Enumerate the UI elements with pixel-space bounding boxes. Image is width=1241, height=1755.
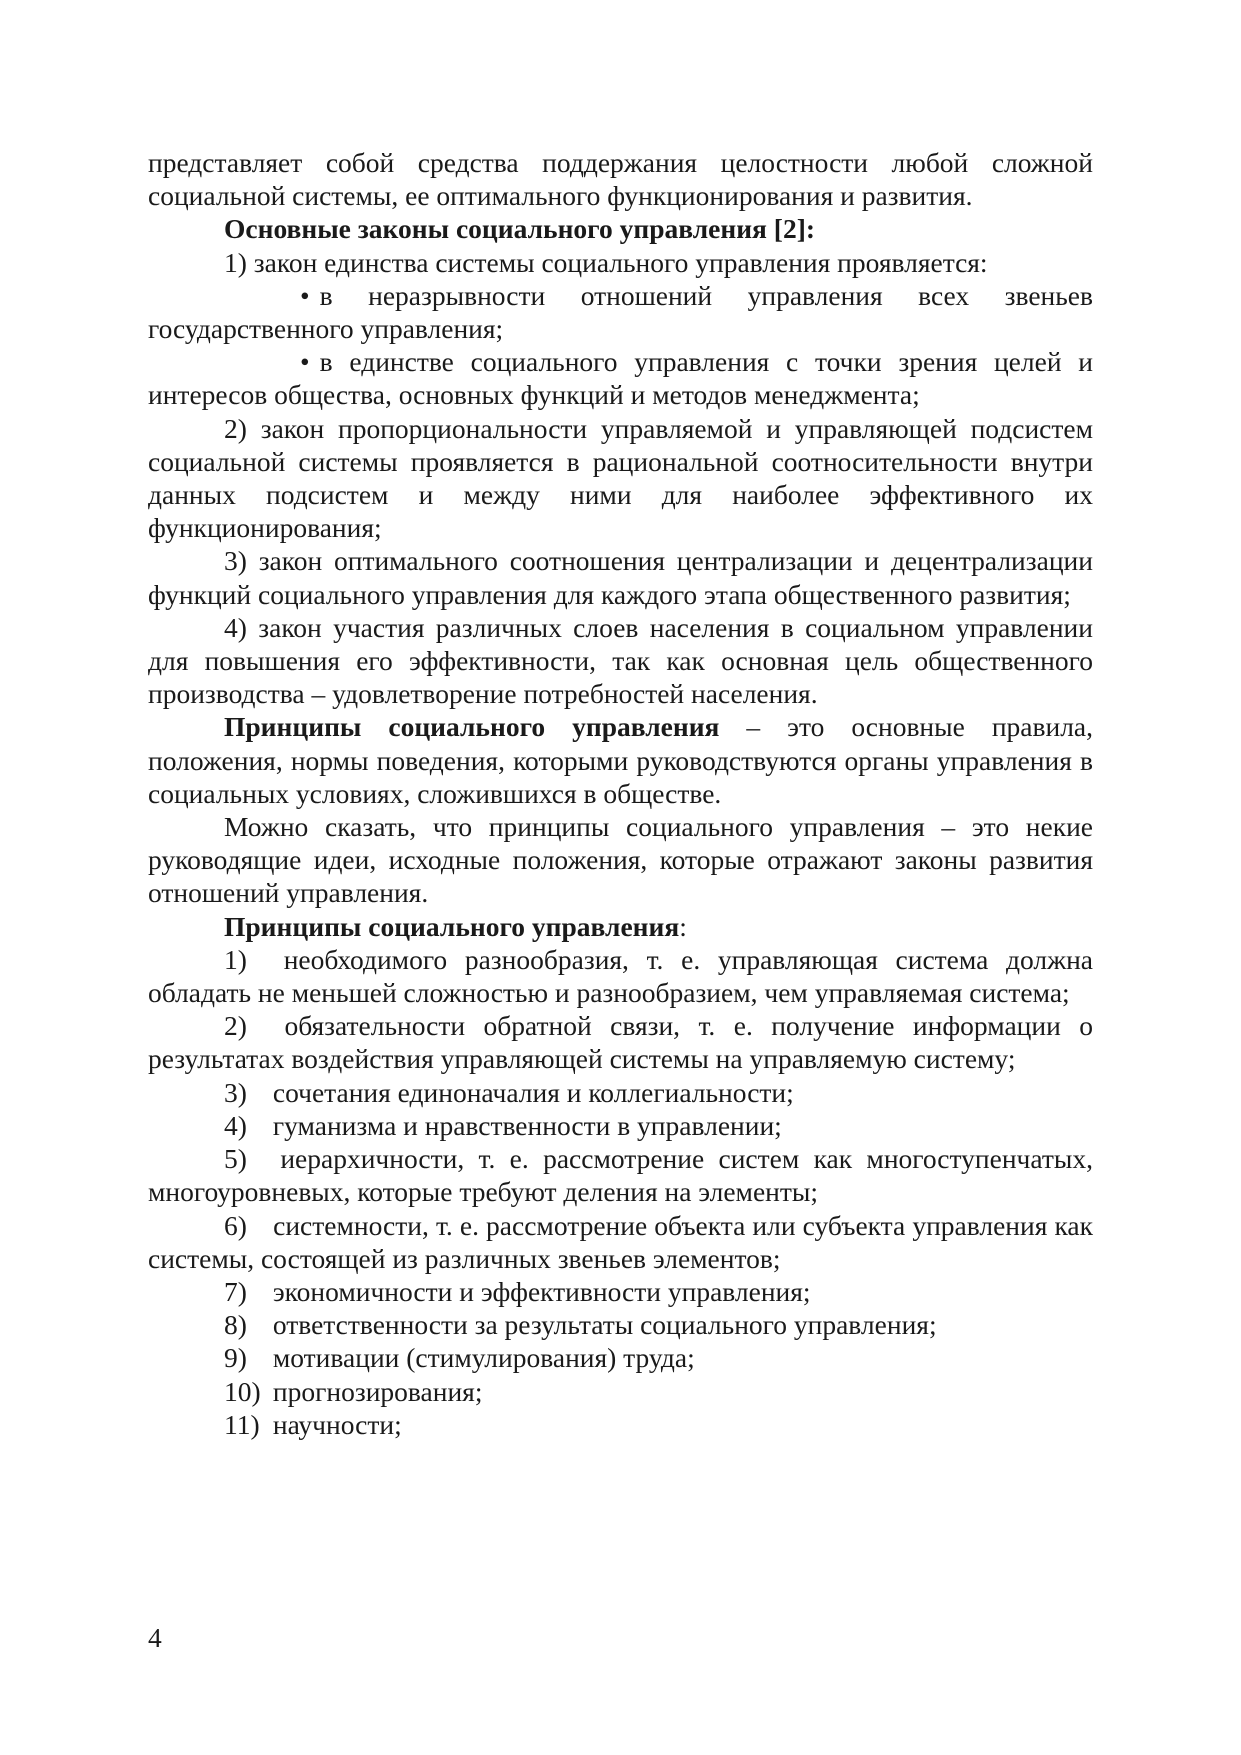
- list-item-text: иерархичности, т. е. рассмотрение систем как многоступенчатых, многоуровневых, которые требуют деления на элементы;: [148, 1143, 1094, 1208]
- list-item-text: гуманизма и нравственности в управлении;: [272, 1109, 782, 1141]
- bullet-item-1: [148, 279, 1093, 345]
- list-item-text: экономичности и эффективности управления;: [272, 1275, 811, 1307]
- law-3-paragraph: 3) закон оптимального соотношения централизации и децентрализации функций социального управления для каждого этапа общественного развития;: [148, 545, 1093, 610]
- list-item-number: 8): [224, 1309, 247, 1341]
- list-item: [148, 1009, 1093, 1075]
- law-1-intro: 1) закон единства системы социального управления проявляется:: [224, 246, 988, 278]
- list-item: [148, 1408, 1093, 1441]
- list-item: [148, 1142, 1093, 1208]
- list-item: [148, 1375, 1093, 1408]
- list-item: [148, 1341, 1093, 1374]
- principles-term: Принципы социального управления: [224, 711, 720, 743]
- list-item: [148, 1076, 1093, 1109]
- principles-definition: [148, 710, 1093, 810]
- document-page: [148, 146, 1093, 1441]
- list-item-number: 2): [224, 1010, 247, 1042]
- list-item: [148, 1308, 1093, 1341]
- list-item: [148, 1275, 1093, 1308]
- laws-heading-text: Основные законы социального управления [2]:: [224, 213, 816, 245]
- continuation-paragraph: представляет собой средства поддержания целостности любой сложной социальной системы, ее оптимального функционирования и развития.: [148, 147, 1093, 212]
- principles-list-heading: [148, 910, 1093, 943]
- bullet-text-2: в единстве социального управления с точки зрения целей и интересов общества, основных функций и методов менеджмента;: [148, 346, 1093, 411]
- list-item-number: 3): [224, 1076, 247, 1108]
- list-item-number: 11): [224, 1408, 260, 1440]
- list-item: [148, 1109, 1093, 1142]
- law-4-paragraph: 4) закон участия различных слоев населения в социальном управлении для повышения его эффективности, так как основная цель общественного производства – удовлетворение потребностей населения.: [148, 611, 1093, 710]
- bullet-icon: •: [300, 346, 310, 378]
- list-item-text: системности, т. е. рассмотрение объекта или субъекта управления как системы, состоящей из различных звеньев элементов;: [148, 1209, 1093, 1274]
- list-item-text: необходимого разнообразия, т. е. управляющая система должна обладать не меньшей сложностью и разнообразием, чем управляемая система;: [148, 943, 1094, 1009]
- list-item-text: прогнозирования;: [272, 1375, 483, 1407]
- principles-idea-paragraph: Можно сказать, что принципы социального управления – это некие руководящие идеи, исходные положения, которые отражают законы развития отношений управления.: [148, 811, 1093, 909]
- principles-list-heading-colon: :: [679, 910, 687, 942]
- bullet-text-1: в неразрывности отношений управления всех звеньев государственного управления;: [148, 279, 1093, 345]
- list-item-number: 10): [224, 1375, 261, 1407]
- list-item-number: 4): [224, 1109, 247, 1141]
- list-item-text: ответственности за результаты социального управления;: [272, 1309, 937, 1341]
- list-item-text: сочетания единоначалия и коллегиальности;: [272, 1076, 794, 1108]
- law-2-paragraph: 2) закон пропорциональности управляемой и управляющей подсистем социальной системы проявляется в рациональной соотносительности внутри данных подсистем и между ними для наиболее эффективного их функционирования;: [148, 412, 1093, 544]
- list-item-number: 1): [224, 943, 247, 975]
- principles-definition-text: – это основные правила, положения, нормы поведения, которыми руководствуются органы управления в социальных условиях, сложившихся в обществе.: [148, 711, 1093, 809]
- bullet-icon: •: [300, 279, 310, 311]
- list-item-text: обязательности обратной связи, т. е. получение информации о результатах воздействия управляющей системы на управляемую систему;: [148, 1010, 1094, 1075]
- laws-heading: [148, 212, 1093, 245]
- list-item-text: научности;: [272, 1408, 402, 1440]
- principles-list: [148, 943, 1093, 1441]
- list-item-number: 7): [224, 1275, 247, 1307]
- bullet-item-2: [148, 345, 1093, 411]
- list-item: [148, 1209, 1093, 1275]
- list-item-number: 9): [224, 1342, 247, 1374]
- page-number: 4: [148, 1622, 162, 1653]
- list-item-number: 6): [224, 1209, 247, 1241]
- list-item: [148, 943, 1093, 1009]
- list-item-text: мотивации (стимулирования) труда;: [272, 1342, 695, 1374]
- principles-list-heading-text: Принципы социального управления: [224, 910, 680, 942]
- list-item-number: 5): [224, 1143, 247, 1175]
